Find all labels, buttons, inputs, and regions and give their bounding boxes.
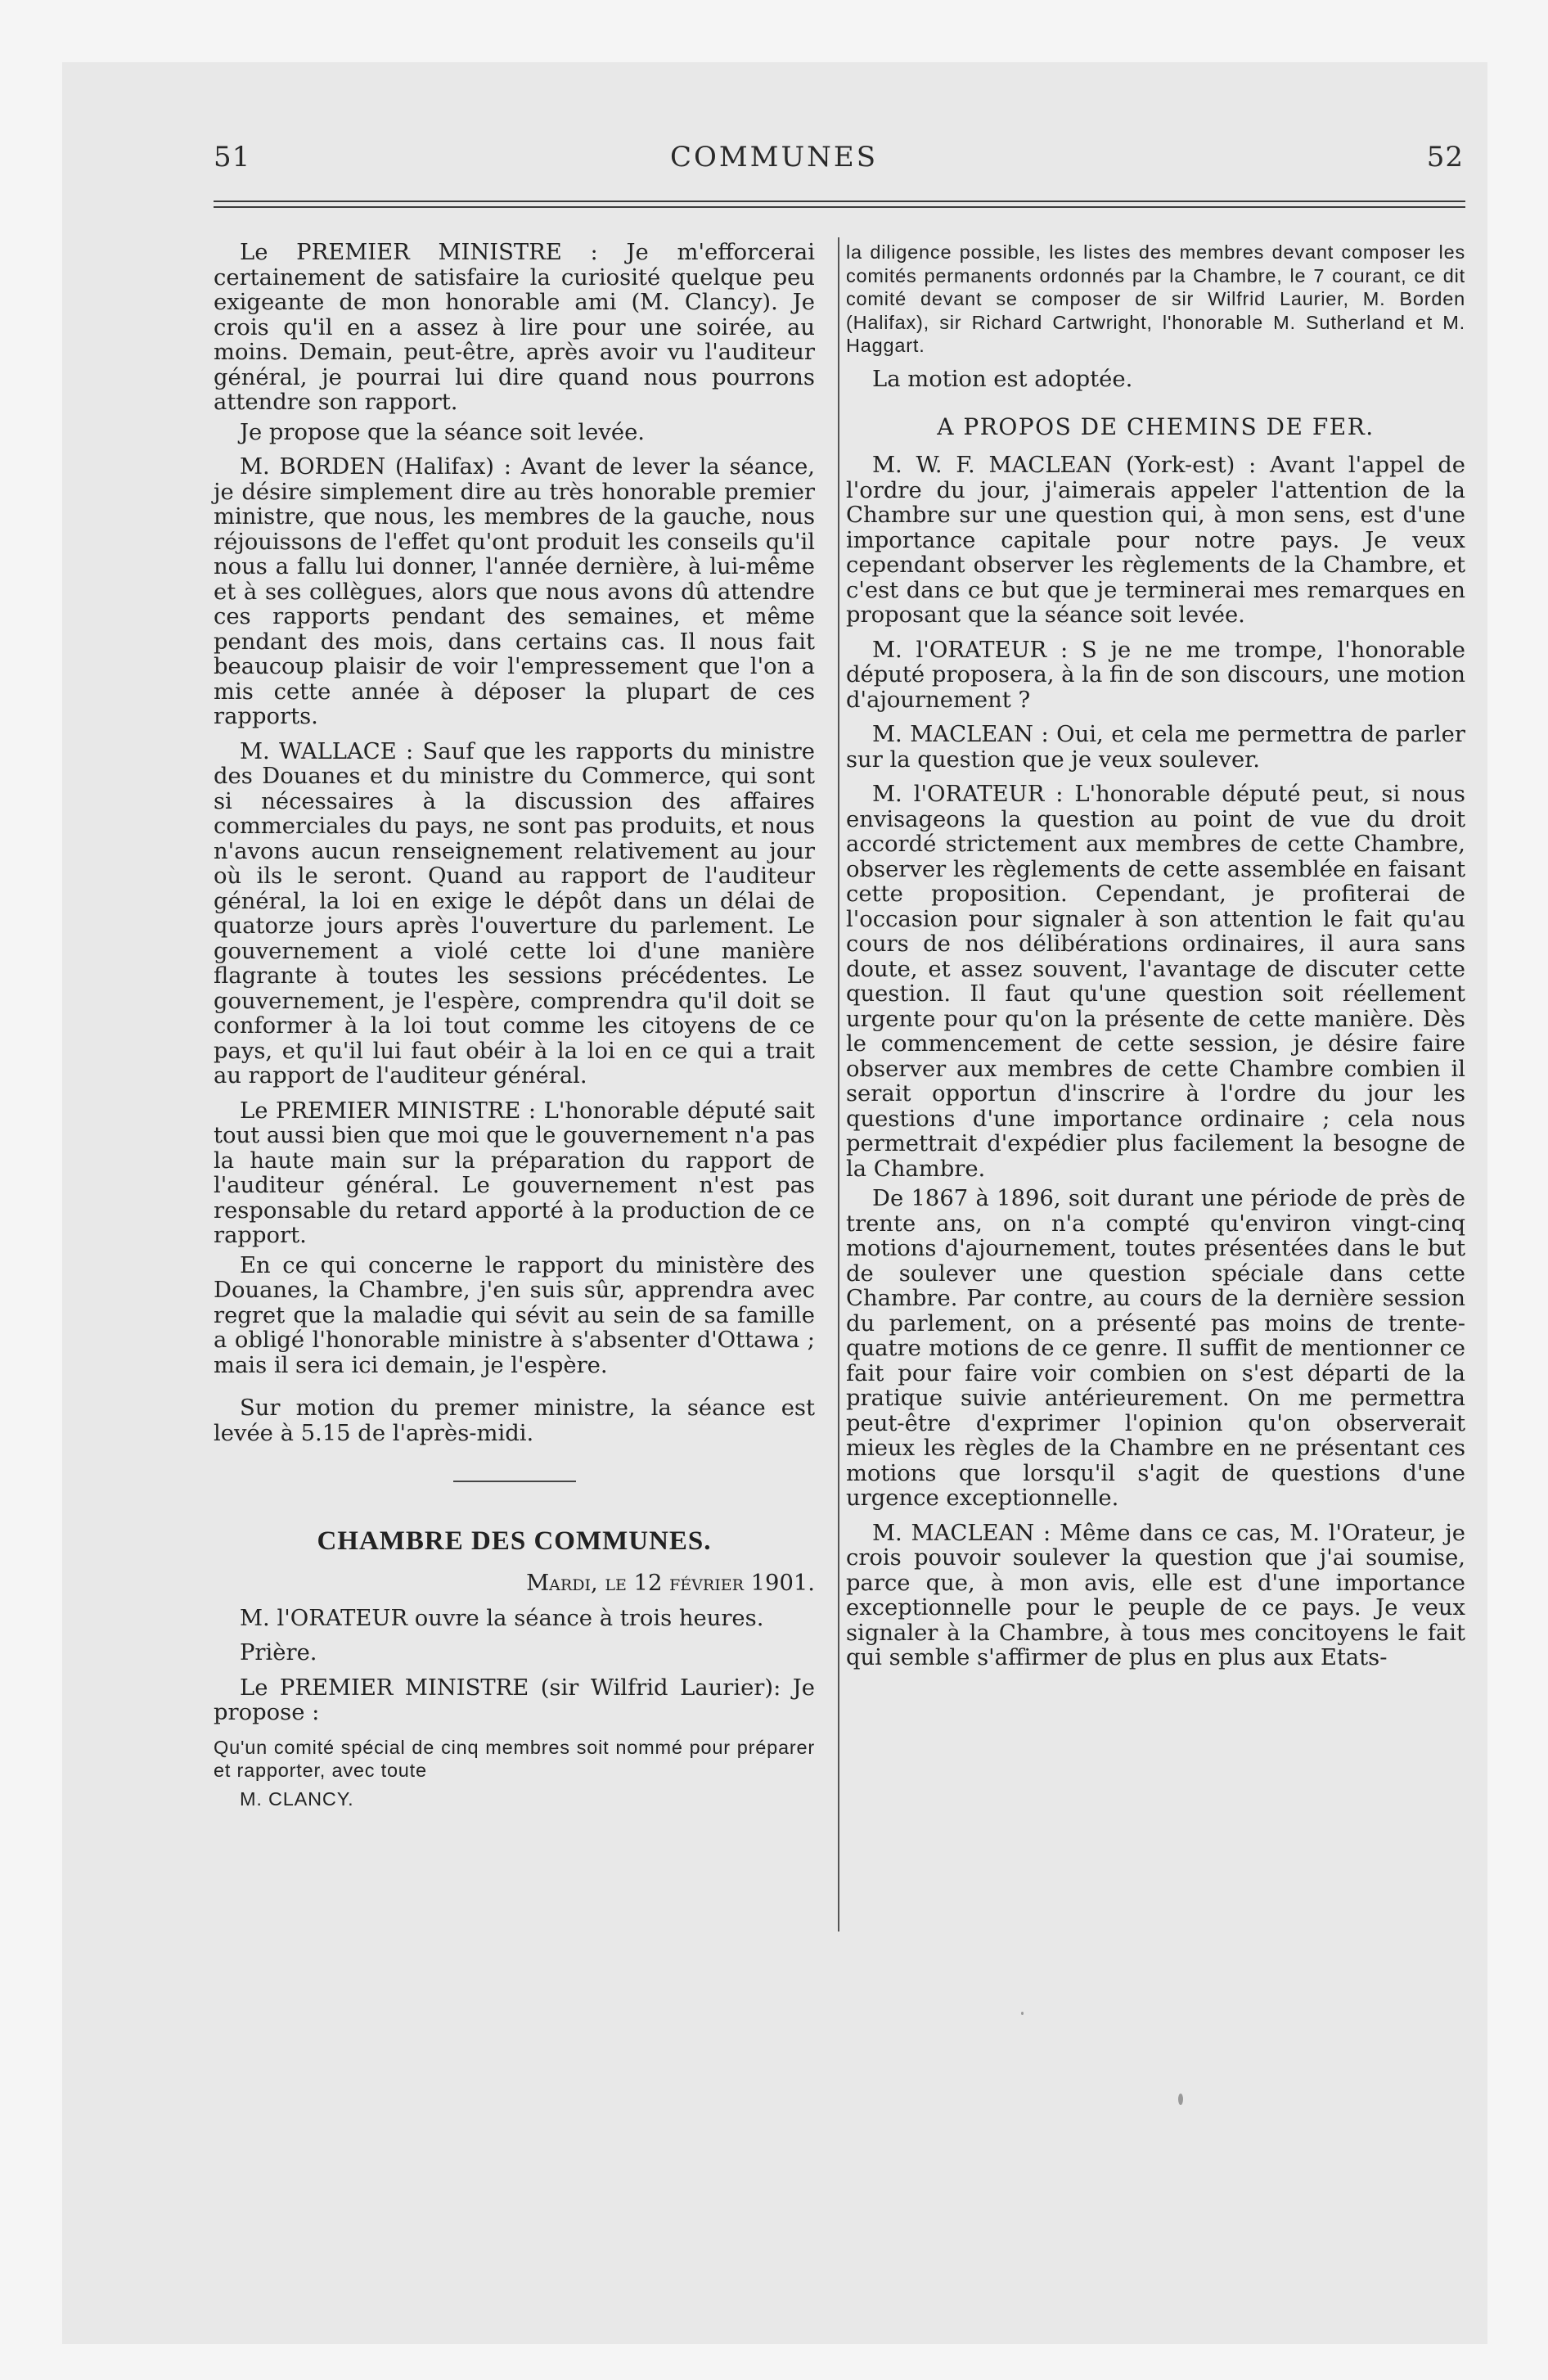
paragraph: Sur motion du premer ministre, la séance est levée à 5.15 de l'après-midi. — [214, 1395, 815, 1446]
paragraph: M. MACLEAN : Oui, et cela me permettra de parler sur la question que je veux soulever. — [846, 722, 1465, 773]
speaker-tag: M. CLANCY. — [240, 1787, 354, 1810]
paragraph: Le PREMIER MINISTRE : Je m'efforcerai certainement de satisfaire la curiosité quelque peu exigeante de mon honorable ami (M. Clancy). Je crois qu'il en a assez à lire pour une soirée, au moins. Demain, peut-être, après avoir vu l'auditeur général, je pourrai lui dire quand nous pourrons attendre son rapport. — [214, 240, 815, 415]
right-column — [846, 241, 1465, 1671]
paragraph: M. WALLACE : Sauf que les rapports du ministre des Douanes et du ministre du Commerce, qui sont si nécessaires à la discussion des affaires commerciales du pays, ne sont pas produits, et nous n'avons aucun renseignement relativement au jour où ils le seront. Quand au rapport de l'auditeur général, la loi en exige le dépôt dans un délai de quatorze jours après l'ouverture du parlement. Le gouvernement a violé cette loi d'une manière flagrante à toutes les sessions précédentes. Le gouvernement, je l'espère, comprendra qu'il doit se conformer à la loi tout comme les citoyens de ce pays, et qu'il lui faut obéir à la loi en ce qui a trait au rapport de l'auditeur général. — [214, 738, 815, 1089]
section-heading: A PROPOS DE CHEMINS DE FER. — [937, 413, 1375, 440]
column-divider — [838, 237, 839, 1931]
section-divider — [453, 1481, 576, 1482]
paragraph: M. l'ORATEUR : S je ne me trompe, l'honorable député proposera, à la fin de son discours, une motion d'ajournement ? — [846, 637, 1465, 713]
running-title: COMMUNES — [669, 141, 879, 174]
paragraph: De 1867 à 1896, soit durant une période de près de trente ans, on n'a compté qu'environ vingt-cinq motions d'ajournement, toutes présentées dans le but de soulever une question spéciale dans cette Chambre. Par contre, au cours de la dernière session du parlement, on a présenté pas moins de trente-quatre motions de ce genre. Il suffit de mentionner ce fait pour faire voir combien on s'est départi de la pratique suivie antérieurement. On me permettra peut-être d'exprimer l'opinion qu'on observerait mieux les règles de la Chambre en ne présentant ces motions que lorsqu'il s'agit de questions d'une urgence exceptionnelle. — [846, 1186, 1465, 1511]
paragraph: M. l'ORATEUR ouvre la séance à trois heures. — [240, 1605, 764, 1631]
paragraph: Le PREMIER MINISTRE : L'honorable député sait tout aussi bien que moi que le gouvernement n'a pas la haute main sur la préparation du rapport de l'auditeur général. Le gouvernement n'est pas responsable du retard apporté à la production de ce rapport. — [214, 1098, 815, 1248]
header-rule-bottom — [214, 206, 1465, 208]
paragraph: Le PREMIER MINISTRE (sir Wilfrid Laurier): Je propose : — [214, 1675, 815, 1725]
paragraph: Prière. — [240, 1640, 317, 1666]
paragraph: La motion est adoptée. — [872, 366, 1133, 392]
page-number-left: 51 — [214, 141, 251, 174]
paragraph: M. W. F. MACLEAN (York-est) : Avant l'appel de l'ordre du jour, j'aimerais appeler l'attention de la Chambre sur une question qui, à mon sens, est d'une importance capitale pour notre pays. Je veux cependant observer les règlements de la Chambre, et c'est dans ce but que je terminerai mes remarques en proposant que la séance soit levée. — [846, 453, 1465, 628]
header-rule-top — [214, 201, 1465, 202]
ink-speck — [1021, 2012, 1024, 2015]
paragraph: M. BORDEN (Halifax) : Avant de lever la séance, je désire simplement dire au très honorable premier ministre, que nous, les membres de la gauche, nous réjouissons de l'effet qu'ont produit les conseils qu'il nous a fallu lui donner, l'année dernière, à lui-même et à ses collègues, alors que nous avons dû attendre ces rapports pendant des semaines, et même pendant des mois, dans certains cas. Il nous fait beaucoup plaisir de voir l'empressement que l'on a mis cette année à déposer la plupart de ces rapports. — [214, 454, 815, 729]
paragraph: M. MACLEAN : Même dans ce cas, M. l'Orateur, je crois pouvoir soulever la question que j'ai soumise, parce que, à mon avis, elle est d'une importance exceptionnelle pour le peuple de ce pays. Je veux signaler à la Chambre, à tous mes concitoyens le fait qui semble s'affirmer de plus en plus aux Etats- — [846, 1520, 1465, 1670]
paragraph: M. l'ORATEUR : L'honorable député peut, si nous envisageons la question au point de vue du droit accordé strictement aux membres de cette Chambre, observer les règlements de cette assemblée en faisant cette proposition. Cependant, je profiterai de l'occasion pour signaler à son attention le fait qu'au cours de nos délibérations ordinaires, il aura sans doute, et assez souvent, l'avantage de discuter cette question. Il faut qu'une question soit réellement urgente pour qu'on la présente de cette manière. Dès le commencement de cette session, je désire faire observer aux membres de cette Chambre combien il serait opportun d'inscrire à l'ordre du jour les questions d'une importance ordinaire ; cela nous permettrait d'expédier plus facilement la besogne de la Chambre. — [846, 782, 1465, 1182]
sitting-date: Mardi, le 12 février 1901. — [526, 1571, 815, 1596]
page-number-right: 52 — [1426, 141, 1464, 174]
motion-text: Qu'un comité spécial de cinq membres soit nommé pour préparer et rapporter, avec toute — [214, 1736, 815, 1781]
paragraph: En ce qui concerne le rapport du ministère des Douanes, la Chambre, j'en suis sûr, apprendra avec regret que la maladie qui sévit au sein de sa famille a obligé l'honorable ministre à s'absenter d'Ottawa ; mais il sera ici demain, je l'espère. — [214, 1252, 815, 1378]
left-column — [214, 241, 815, 1810]
paragraph: Je propose que la séance soit levée. — [240, 419, 645, 445]
motion-text: la diligence possible, les listes des membres devant composer les comités permanents ordonnés par la Chambre, le 7 courant, ce dit comité devant se composer de sir Wilfrid Laurier, M. Borden (Halifax), sir Richard Cartwright, l'honorable M. Sutherland et M. Haggart. — [846, 241, 1465, 356]
ink-speck — [1178, 2094, 1183, 2105]
chamber-heading: CHAMBRE DES COMMUNES. — [317, 1526, 712, 1556]
